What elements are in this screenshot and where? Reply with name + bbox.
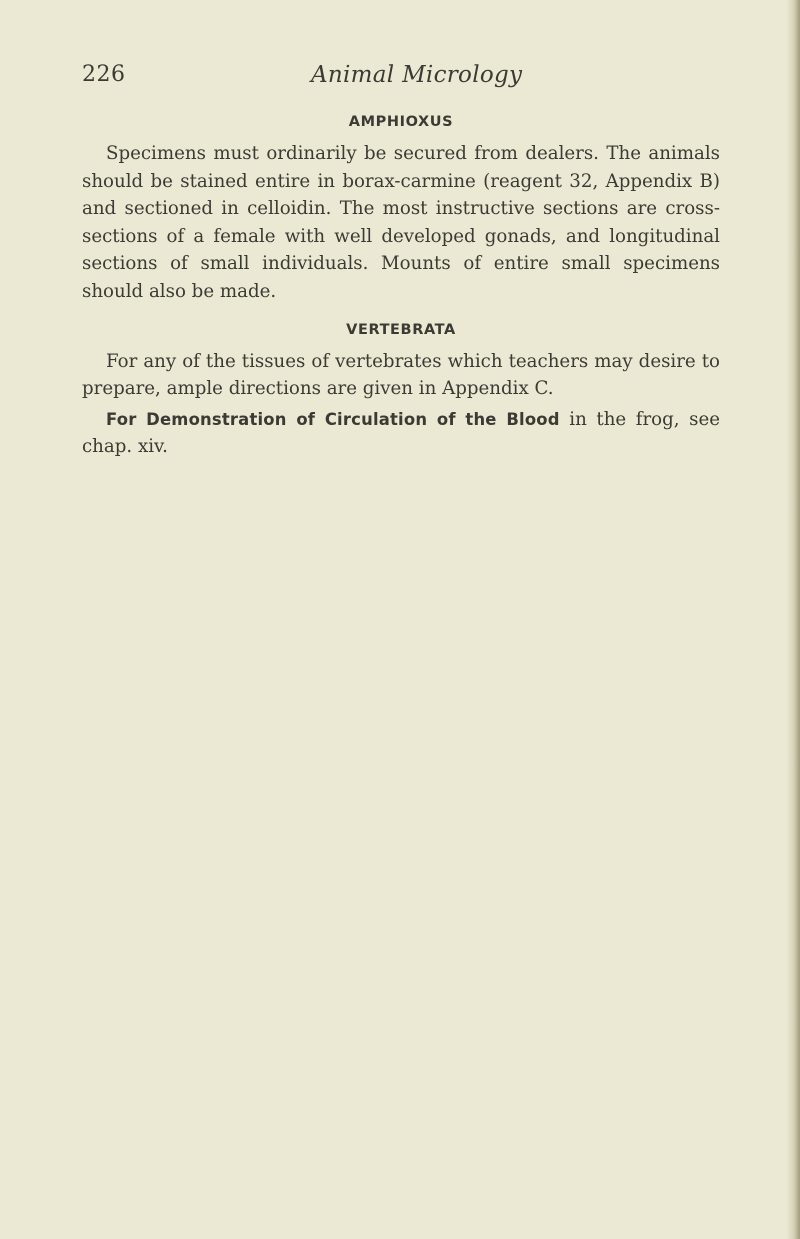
- demonstration-rest: in the frog, see chap. xiv.: [82, 408, 720, 458]
- paragraph-amphioxus: Specimens must ordinarily be secured from dealers. The animals should be stained entire in borax-carmine (reagent 32, Appendix B) and sectioned in celloidin. The most instructive sections are cross-sections of a female with well developed gonads, and longitudinal sections of small individuals. Mounts of entire small specimens should also be made.: [82, 143, 720, 302]
- book-title: Animal Micrology: [311, 62, 523, 88]
- paragraph-demonstration: [82, 406, 720, 461]
- demonstration-bold-lead: For Demonstration of Circulation of the Blood: [106, 409, 560, 429]
- page-number: 226: [82, 62, 126, 87]
- running-head: [82, 62, 722, 96]
- page-edge-shadow: [786, 0, 800, 1239]
- paragraph-vertebrata: For any of the tissues of vertebrates which teachers may desire to prepare, ample directions are given in Appendix C.: [82, 350, 720, 400]
- section-heading-vertebrata: VERTEBRATA: [346, 321, 456, 338]
- section-heading-amphioxus: AMPHIOXUS: [348, 114, 454, 130]
- page-body: [82, 112, 720, 461]
